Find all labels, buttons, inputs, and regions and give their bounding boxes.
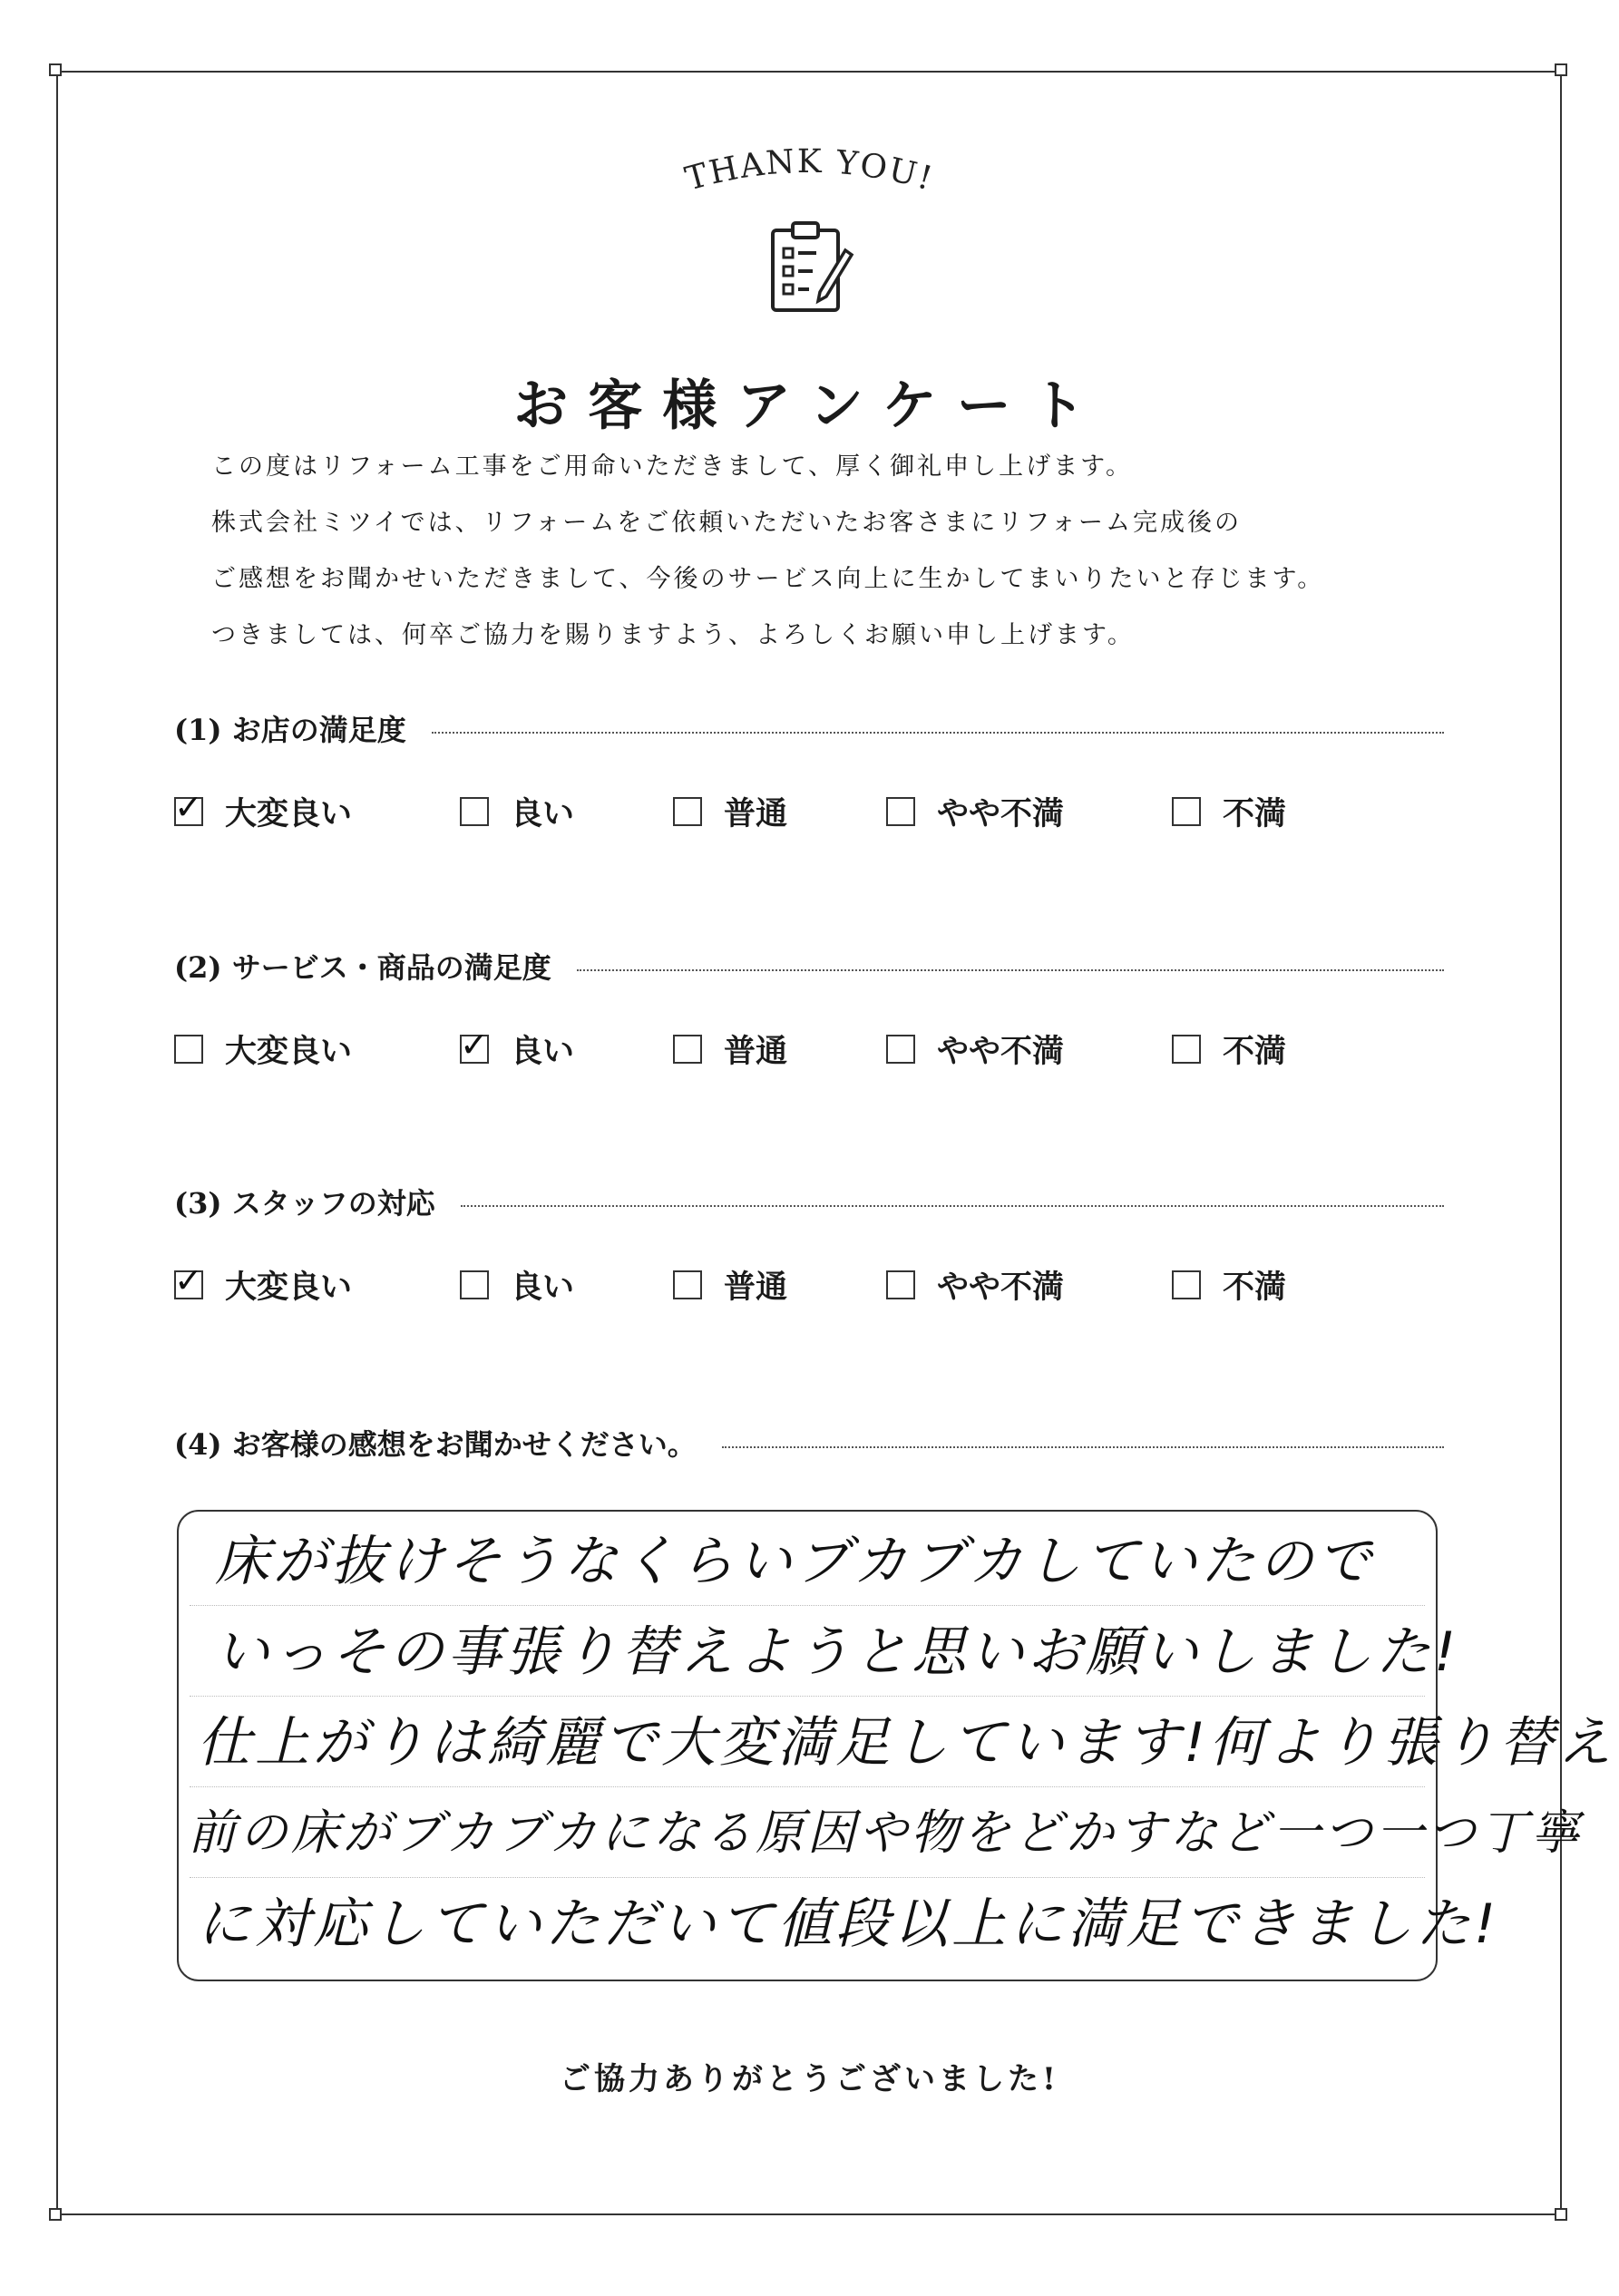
option-yaya-fuman[interactable]: やや不満	[886, 789, 1172, 834]
checkbox[interactable]	[886, 1035, 915, 1064]
page-title: お客様アンケート	[513, 375, 1106, 438]
thank-you-heading	[0, 136, 1619, 218]
comment-line: 床が抜けそうなくらいブカブカしていたので	[215, 1530, 1375, 1593]
option-yoi[interactable]: ✓ 良い	[460, 1025, 575, 1070]
intro-line: ご感想をお聞かせいただきまして、今後のサービス向上に生かしてまいりたいと存じます。	[211, 565, 1325, 593]
check-mark-icon: ✓	[460, 1025, 489, 1065]
question-2	[174, 945, 1444, 1072]
question-label: (4) お客様の感想をお聞かせください。	[174, 1427, 697, 1462]
option-fuman[interactable]: 不満	[1172, 1026, 1286, 1072]
option-yoi[interactable]: 良い	[460, 1262, 673, 1308]
question-1	[174, 707, 1444, 834]
checkbox[interactable]	[174, 787, 203, 827]
option-futsuu[interactable]: 普通	[673, 1026, 886, 1072]
question-label: (2) サービス・商品の満足度	[174, 950, 551, 985]
comment-line: いっその事張り替えようと思いお願いしました!	[215, 1620, 1460, 1684]
intro-line: 株式会社ミツイでは、リフォームをご依頼いただいたお客さまにリフォーム完成後の	[211, 509, 1242, 537]
option-yaya-fuman[interactable]: やや不満	[886, 1262, 1172, 1308]
question-label: (1) お店の満足度	[174, 713, 406, 747]
check-mark-icon: ✓	[174, 787, 203, 827]
question-4	[174, 1422, 1444, 1464]
frame-corner	[49, 2208, 62, 2221]
comment-line: 前の床がブカブカになる原因や物をどかすなど一つ一つ丁寧	[188, 1805, 1583, 1861]
checkbox[interactable]	[673, 797, 702, 826]
checkbox[interactable]	[886, 797, 915, 826]
option-daihen-yoi[interactable]: ✓ 大変良い	[174, 787, 353, 832]
checkbox[interactable]	[1172, 1035, 1201, 1064]
checkbox[interactable]	[460, 797, 489, 826]
dotted-leader	[577, 969, 1444, 971]
svg-text:THANK YOU!: THANK YOU!	[681, 142, 938, 199]
frame-corner	[1555, 63, 1567, 76]
comment-line: 仕上がりは綺麗で大変満足しています!何より張り替え	[197, 1711, 1616, 1775]
option-daihen-yoi[interactable]: ✓ 大変良い	[174, 1260, 353, 1306]
checkbox[interactable]	[460, 1025, 489, 1065]
ruled-line	[190, 1877, 1425, 1878]
ruled-line	[190, 1696, 1425, 1697]
dotted-leader	[432, 732, 1444, 734]
dotted-leader	[461, 1205, 1444, 1207]
check-mark-icon: ✓	[174, 1260, 203, 1300]
option-futsuu[interactable]: 普通	[673, 789, 886, 834]
checkbox[interactable]	[1172, 797, 1201, 826]
question-3	[174, 1181, 1444, 1308]
frame-corner	[1555, 2208, 1567, 2221]
frame-corner	[49, 63, 62, 76]
checkbox[interactable]	[673, 1035, 702, 1064]
checkbox[interactable]	[673, 1270, 702, 1299]
comment-line: に対応していただいて値段以上に満足できました!	[197, 1892, 1500, 1956]
clipboard-checklist-icon	[764, 218, 854, 317]
question-label: (3) スタッフの対応	[174, 1186, 435, 1221]
dotted-leader	[722, 1446, 1444, 1448]
option-fuman[interactable]: 不満	[1172, 789, 1286, 834]
comment-textarea[interactable]	[177, 1510, 1616, 1981]
intro-line: この度はリフォーム工事をご用命いただきまして、厚く御礼申し上げます。	[211, 452, 1133, 481]
checkbox[interactable]	[1172, 1270, 1201, 1299]
option-futsuu[interactable]: 普通	[673, 1262, 886, 1308]
ruled-line	[190, 1786, 1425, 1787]
intro-line: つきましては、何卒ご協力を賜りますよう、よろしくお願い申し上げます。	[211, 621, 1135, 649]
intro-text	[211, 449, 1499, 674]
checkbox[interactable]	[460, 1270, 489, 1299]
checkbox[interactable]	[886, 1270, 915, 1299]
checkbox[interactable]	[174, 1260, 203, 1300]
option-fuman[interactable]: 不満	[1172, 1262, 1286, 1308]
option-yaya-fuman[interactable]: やや不満	[886, 1026, 1172, 1072]
option-daihen-yoi[interactable]: 大変良い	[174, 1026, 460, 1072]
ruled-line	[190, 1605, 1425, 1606]
checkbox[interactable]	[174, 1035, 203, 1064]
option-yoi[interactable]: 良い	[460, 789, 673, 834]
footer-thanks: ご協力ありがとうございました!	[560, 2061, 1059, 2097]
